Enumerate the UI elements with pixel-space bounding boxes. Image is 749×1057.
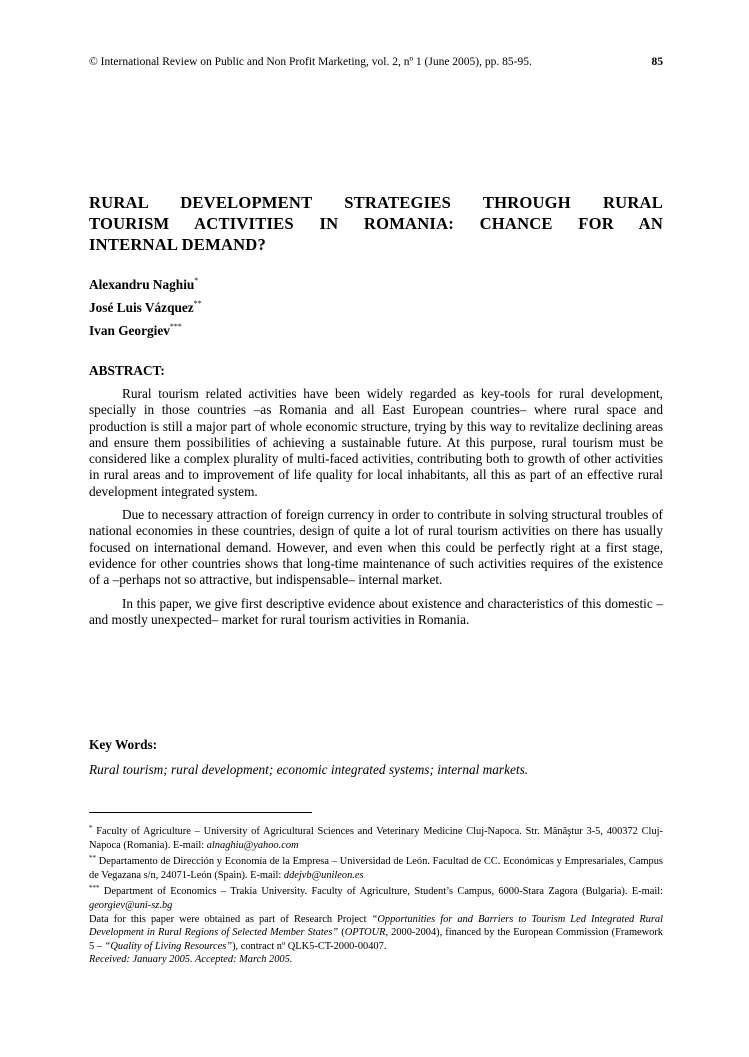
email-link[interactable]: ddejvb@unileon.es (283, 869, 364, 881)
dates-text: Received: January 2005. Accepted: March 2005. (89, 954, 293, 966)
programme-name: “Quality of Living Resources” (104, 940, 233, 952)
title-line: TOURISM ACTIVITIES IN ROMANIA: CHANCE FOR AN (89, 214, 663, 233)
keywords-text: Rural tourism; rural development; economic integrated systems; internal markets. (89, 762, 529, 777)
keywords-heading: Key Words: (89, 737, 158, 752)
author-footnote-mark: ** (193, 299, 202, 308)
author-footnote-mark: *** (169, 322, 182, 331)
email-link[interactable]: georgiev@uni-sz.bg (89, 899, 173, 911)
abstract-paragraph: Rural tourism related activities have been widely regarded as key-tools for rural development, specially in those countries –as Romania and all East European countries– where rural space and production is still a major part of whole economic structure, trying by this way to revitalize declining areas and ensure them possibilities of achieving a sustainable future. At this purpose, rural tourism must be considered like a complex plurality of multi-faced activities, contributing both to growth of other activities in rural areas and to improvement of life quality for local inhabitants, all this as part of an effective rural development integrated system. (89, 386, 663, 499)
email-link[interactable]: alnaghiu@yahoo.com (206, 839, 299, 851)
journal-citation: © International Review on Public and Non Profit Marketing, vol. 2, nº 1 (June 2005), pp. 85-95. (89, 56, 532, 68)
footnote-text: Faculty of Agriculture – University of Agricultural Sciences and Veterinary Medicine Cluj-Napoca. Str. Mănăştur 3-5, 400372 Cluj-Napoca (Romania). E-mail: (89, 826, 663, 851)
footnote (89, 882, 663, 912)
footnote-text: Department of Economics – Trakia University. Faculty of Agriculture, Student’s Campus, 6000-Stara Zagora (Bulgaria). E-mail: (103, 886, 663, 898)
footnote (89, 822, 663, 852)
project-acronym: OPTOUR (344, 927, 386, 939)
footnote-mark: * (89, 824, 93, 832)
author-list (89, 271, 202, 340)
project-title: “Opportunities for and Barriers to Tourism Led Integrated Rural Development in Rural Regions of Selected Member States” (89, 913, 663, 939)
title-line: RURAL DEVELOPMENT STRATEGIES THROUGH RURAL (89, 193, 663, 212)
project-note-text: ), contract nº QLK5-CT-2000-00407. (232, 940, 387, 952)
footnote (89, 852, 663, 882)
abstract-heading: ABSTRACT: (89, 363, 165, 378)
project-note-text: , 2000-2004), financed by the European Commission (Framework 5 – (89, 927, 663, 952)
paper-title (89, 192, 663, 255)
footnote-text: Departamento de Dirección y Economía de la Empresa – Universidad de León. Facultad de CC. Económicas y Empresariales, Campus de Vegazana s/n, 24071-León (Spain). E-mail: (89, 856, 663, 881)
footnotes (89, 822, 663, 967)
author (89, 317, 202, 340)
footnote-mark: *** (89, 884, 100, 893)
author-name: José Luis Vázquez (89, 300, 194, 315)
project-note (89, 913, 663, 954)
author (89, 294, 202, 317)
received-accepted-dates (89, 953, 663, 967)
author-name: Ivan Georgiev (89, 323, 170, 338)
project-note-text: Data for this paper were obtained as part of Research Project (89, 913, 372, 925)
abstract-body (89, 386, 663, 635)
author-name: Alexandru Naghiu (89, 277, 195, 292)
footnote-mark: ** (89, 854, 96, 863)
abstract-paragraph: Due to necessary attraction of foreign currency in order to contribute in solving structural troubles of national economies in these countries, design of quite a lot of rural tourism activities on there has usually focused on international demand. However, and even when this could be perfectly right at a first stage, evidence for other countries shows that long-time maintenance of such activities requires of the existence of a –perhaps not so attractive, but indispensable– internal market. (89, 507, 663, 588)
author (89, 271, 202, 294)
page-number: 85 (651, 56, 663, 68)
title-line: INTERNAL DEMAND? (89, 235, 266, 254)
project-note-text: ( (338, 927, 345, 939)
abstract-paragraph: In this paper, we give first descriptive evidence about existence and characteristics of this domestic –and mostly unexpected– market for rural tourism activities in Romania. (89, 595, 663, 627)
author-footnote-mark: * (194, 276, 199, 285)
footnote-separator (89, 812, 312, 813)
